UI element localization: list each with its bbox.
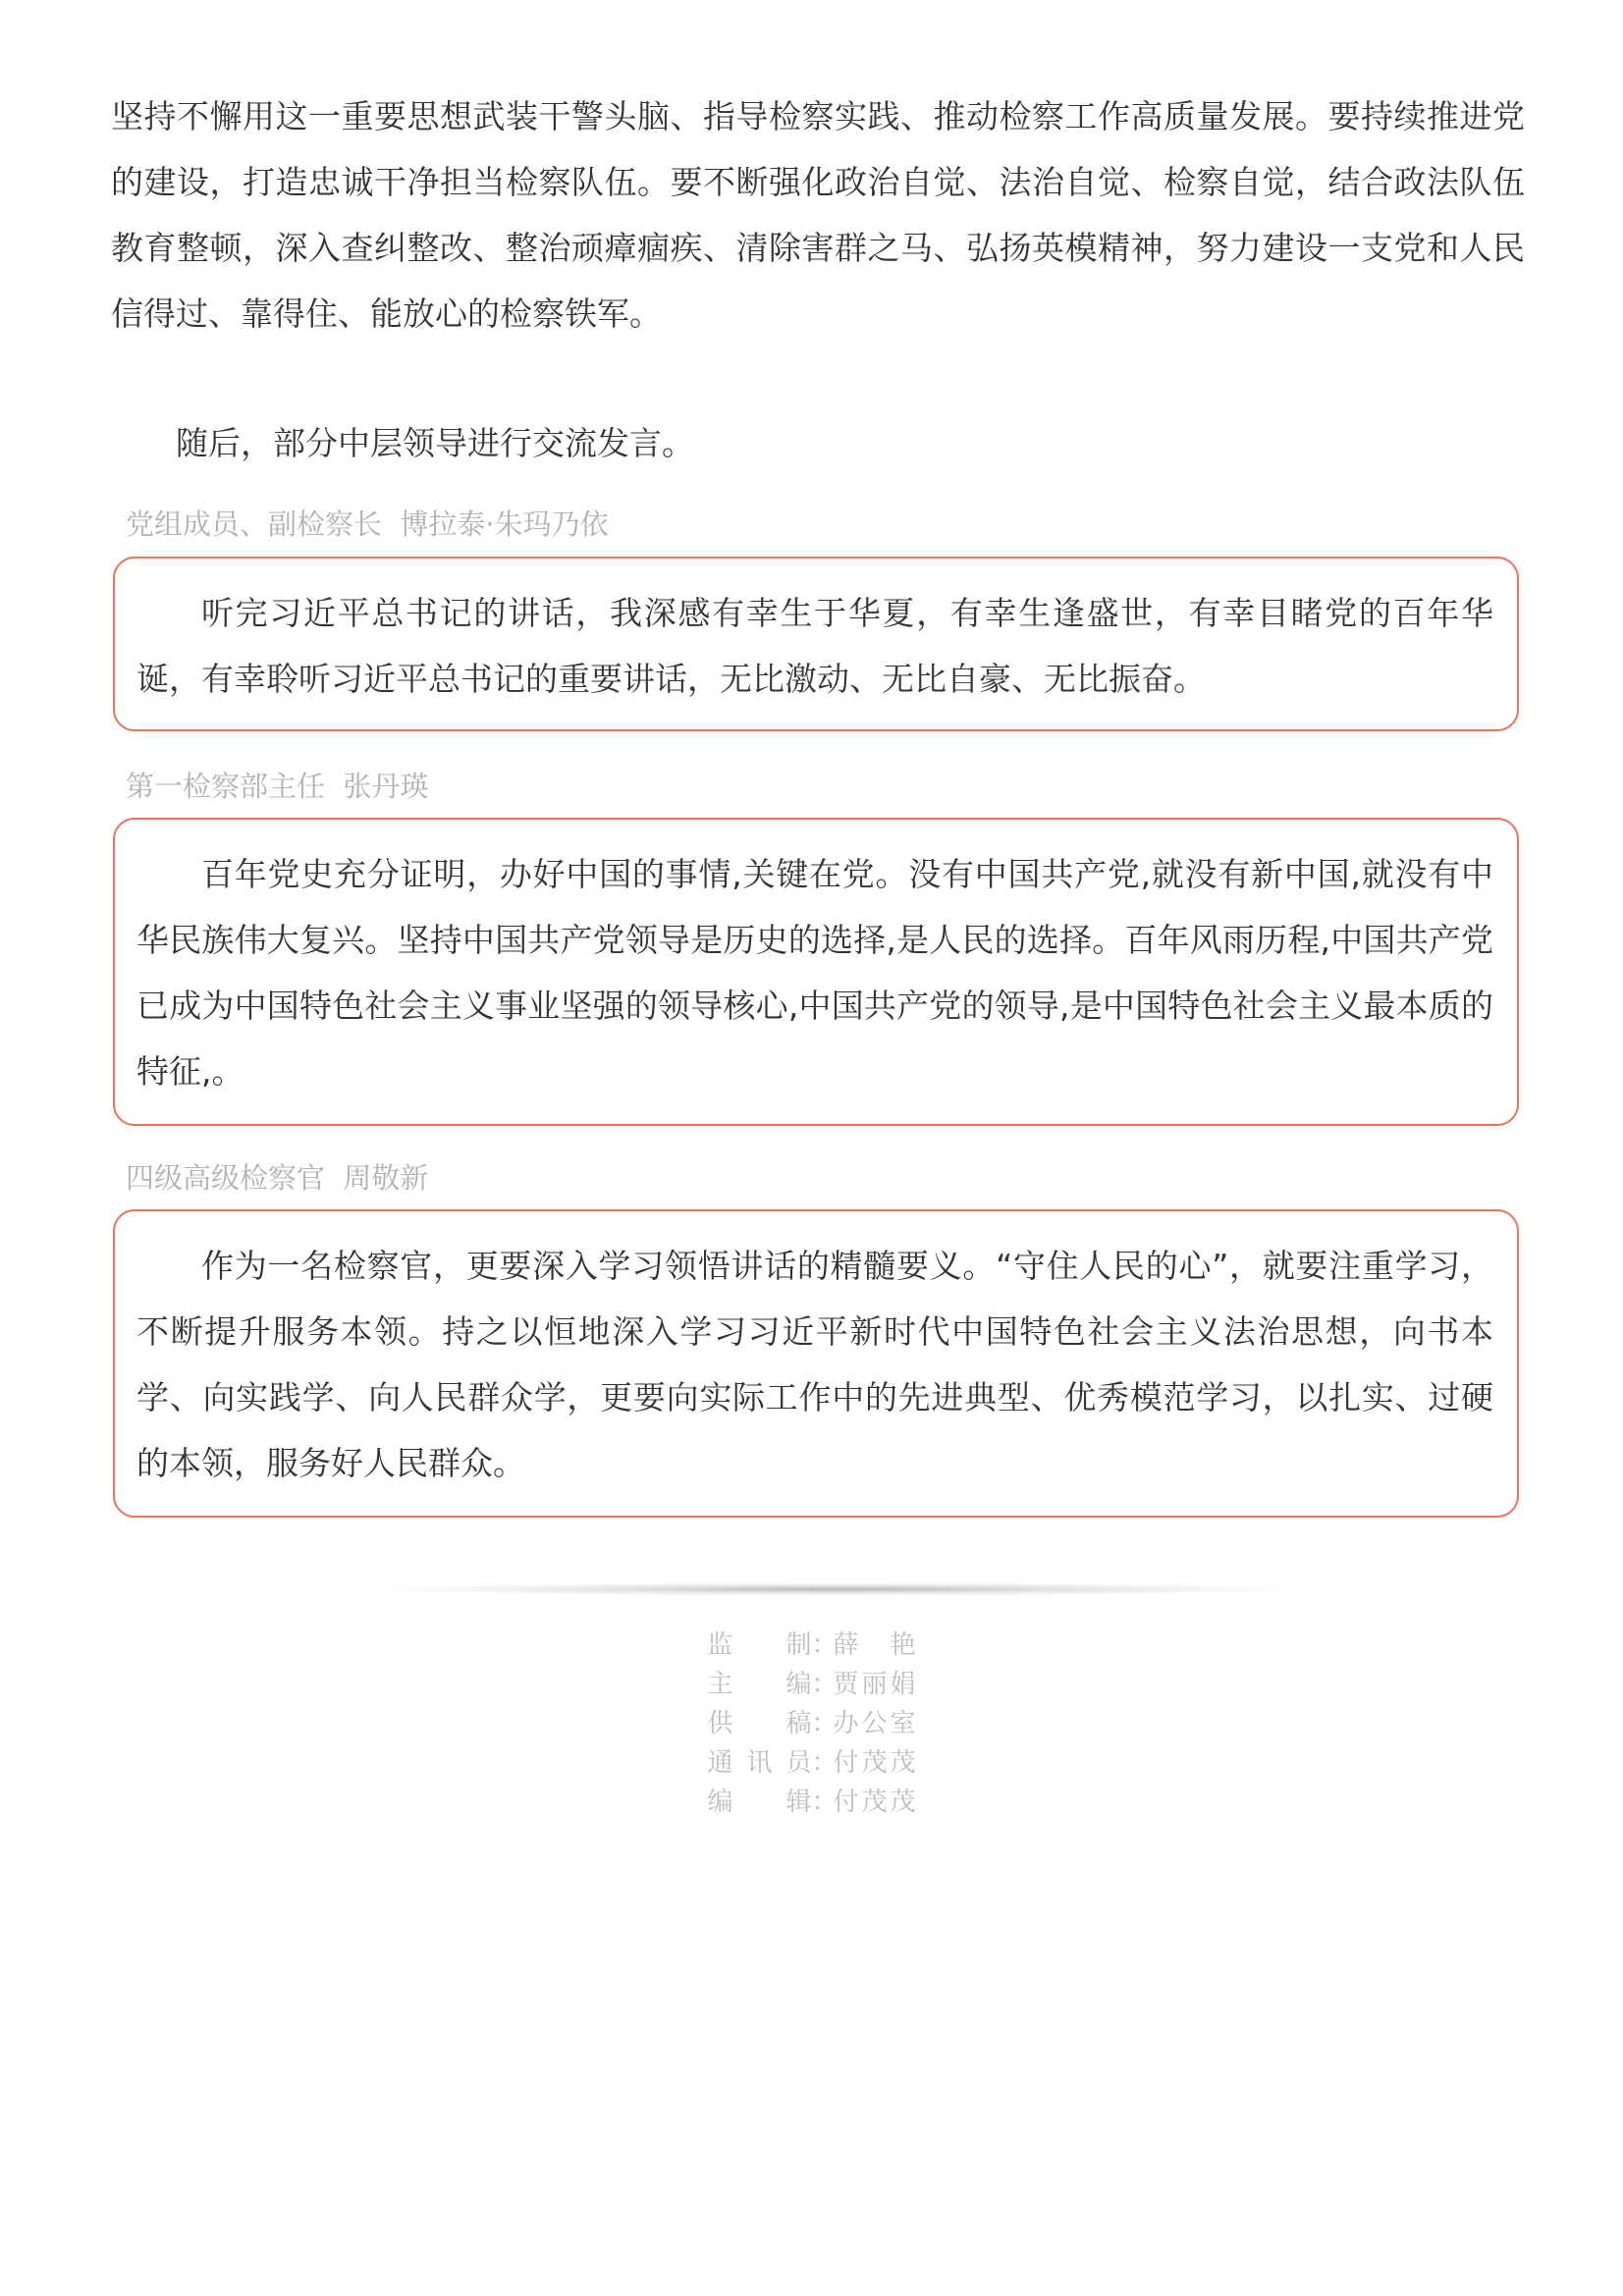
- speech-text: 作为一名检察官，更要深入学习领悟讲话的精髓要义。“守住人民的心”，就要注重学习，不断提升服务本领。持之以恒地深入学习习近平新时代中国特色社会主义法治思想，向书本学、向实践学、向人民群众学，更要向实际工作中的先进典型、优秀模范学习，以扎实、过硬的本领，服务好人民群众。: [136, 1247, 1493, 1482]
- credit-name: 付茂茂: [833, 1788, 916, 1817]
- credit-row: [0, 1665, 1623, 1704]
- credit-role: 通讯员: [707, 1748, 812, 1778]
- speaker-name: 第一检察部主任 张丹瑛: [126, 770, 429, 803]
- credit-row: [0, 1626, 1623, 1665]
- credit-role: 主编: [707, 1670, 812, 1699]
- credit-name: 办公室: [833, 1709, 916, 1738]
- speaker-name: 党组成员、副检察长 博拉泰·朱玛乃依: [126, 507, 609, 541]
- credit-name: 贾丽娟: [833, 1670, 916, 1699]
- credit-name: 薛艳: [833, 1630, 916, 1660]
- credit-separator: ：: [811, 1788, 838, 1817]
- credit-separator: ：: [811, 1748, 838, 1778]
- credits-block: [0, 1626, 1623, 1822]
- speech-text: 听完习近平总书记的讲话，我深感有幸生于华夏，有幸生逢盛世，有幸目睹党的百年华诞，有幸聆听习近平总书记的重要讲话，无比激动、无比自豪、无比振奋。: [136, 594, 1493, 698]
- credit-row: [0, 1743, 1623, 1783]
- credit-separator: ：: [811, 1670, 838, 1699]
- credit-role: 供稿: [707, 1709, 812, 1738]
- section-divider: [371, 1582, 1304, 1596]
- credit-row: [0, 1783, 1623, 1822]
- credit-role: 监制: [707, 1630, 812, 1660]
- credit-name: 付茂茂: [833, 1748, 916, 1778]
- credit-separator: ：: [811, 1709, 838, 1738]
- credit-row: [0, 1704, 1623, 1743]
- lead-paragraph: 随后，部分中层领导进行交流发言。: [176, 424, 694, 462]
- speaker-name: 四级高级检察官 周敬新: [126, 1161, 429, 1195]
- speech-card: [113, 818, 1519, 1126]
- speech-card: [113, 1209, 1519, 1518]
- speech-text: 百年党史充分证明，办好中国的事情,关键在党。没有中国共产党,就没有新中国,就没有中华民族伟大复兴。坚持中国共产党领导是历史的选择,是人民的选择。百年风雨历程,中国共产党已成为中国特色社会主义事业坚强的领导核心,中国共产党的领导,是中国特色社会主义最本质的特征,。: [136, 855, 1493, 1091]
- credit-separator: ：: [811, 1630, 838, 1660]
- credit-role: 编辑: [707, 1788, 812, 1817]
- intro-paragraph: 坚持不懈用这一重要思想武装干警头脑、指导检察实践、推动检察工作高质量发展。要持续推进党的建设，打造忠诚干净担当检察队伍。要不断强化政治自觉、法治自觉、检察自觉，结合政法队伍教育整顿，深入查纠整改、整治顽瘴痼疾、清除害群之马、弘扬英模精神，努力建设一支党和人民信得过、靠得住、能放心的检察铁军。: [111, 97, 1525, 333]
- speech-card: [113, 557, 1519, 731]
